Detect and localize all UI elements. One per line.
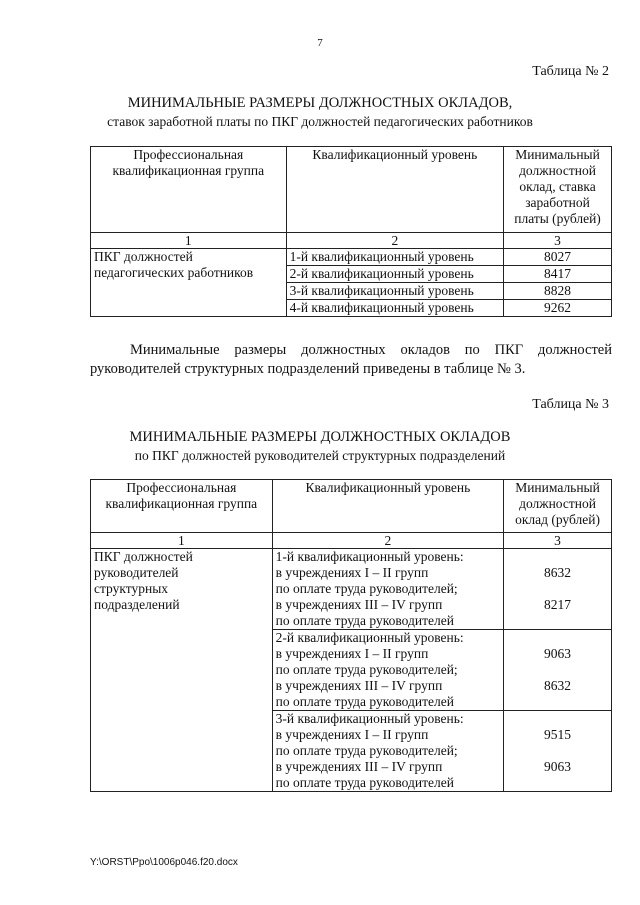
level-line: по оплате труда руководителей xyxy=(275,613,454,628)
value-group-1-2: 9515 xyxy=(544,727,572,742)
table3-value-cell xyxy=(504,549,612,630)
table3-level-cell xyxy=(272,549,503,630)
table2-level-cell: 2-й квалификационный уровень xyxy=(286,266,503,283)
table2-number-row xyxy=(91,233,612,249)
level-line: 1-й квалификационный уровень: xyxy=(275,549,464,564)
level-line: 2-й квалификационный уровень: xyxy=(275,630,464,645)
table2-header-row xyxy=(91,147,612,233)
table3-colnum-3: 3 xyxy=(504,533,612,549)
table3-group-line: структурных xyxy=(94,581,169,596)
table3-header-level: Квалификационный уровень xyxy=(272,480,503,533)
level-line: в учреждениях III – IV групп xyxy=(275,678,443,693)
table3-group-line: подразделений xyxy=(94,597,180,612)
table2-value-cell: 8027 xyxy=(504,249,612,266)
table3-label: Таблица № 3 xyxy=(532,397,609,412)
value-group-1-2: 9063 xyxy=(544,646,572,661)
table2-label: Таблица № 2 xyxy=(532,64,609,79)
level-line: в учреждениях I – II групп xyxy=(275,646,429,661)
table3-value-cell xyxy=(504,630,612,711)
level-line: в учреждениях I – II групп xyxy=(275,565,429,580)
table2-header-group: Профессиональная квалификационная группа xyxy=(91,147,287,233)
table3-group-line: руководителей xyxy=(94,565,179,580)
value-group-3-4: 9063 xyxy=(544,759,572,774)
level-line: по оплате труда руководителей; xyxy=(275,581,458,596)
table3-group-line: ПКГ должностей xyxy=(94,549,193,564)
level-line: по оплате труда руководителей; xyxy=(275,662,458,677)
level-line: по оплате труда руководителей xyxy=(275,694,454,709)
table2-subtitle: ставок заработной платы по ПКГ должностей педагогических работников xyxy=(107,114,533,129)
table2-level-cell: 4-й квалификационный уровень xyxy=(286,300,503,317)
table3-header-row xyxy=(91,480,612,533)
level-line: в учреждениях III – IV групп xyxy=(275,759,443,774)
table3-title: МИНИМАЛЬНЫЕ РАЗМЕРЫ ДОЛЖНОСТНЫХ ОКЛАДОВ xyxy=(129,429,511,445)
value-group-3-4: 8632 xyxy=(544,678,572,693)
table3-value-cell xyxy=(504,711,612,792)
body-paragraph: Минимальные размеры должностных окладов по ПКГ должностей руководителей структурных подразделений приведены в таблице № 3. xyxy=(90,342,612,377)
file-path-footer: Y:\ORST\Ppo\1006p046.f20.docx xyxy=(90,857,238,868)
table2 xyxy=(90,146,612,317)
table2-value-cell: 8828 xyxy=(504,283,612,300)
table-row xyxy=(91,249,612,266)
page-number: 7 xyxy=(317,37,323,49)
level-line: 3-й квалификационный уровень: xyxy=(275,711,464,726)
table2-colnum-1: 1 xyxy=(91,233,287,249)
level-line: по оплате труда руководителей; xyxy=(275,743,458,758)
value-group-1-2: 8632 xyxy=(544,565,572,580)
table3-number-row xyxy=(91,533,612,549)
table3-colnum-2: 2 xyxy=(272,533,503,549)
table2-group-cell: ПКГ должностей педагогических работников xyxy=(91,249,287,317)
table3-subtitle: по ПКГ должностей руководителей структурных подразделений xyxy=(134,448,506,463)
table2-header-salary: Минимальный должностной оклад, ставка заработной платы (рублей) xyxy=(504,147,612,233)
table2-level-cell: 3-й квалификационный уровень xyxy=(286,283,503,300)
table-row xyxy=(91,549,612,630)
level-line: по оплате труда руководителей xyxy=(275,775,454,790)
table3-header-group: Профессиональная квалификационная группа xyxy=(91,480,273,533)
table3-colnum-1: 1 xyxy=(91,533,273,549)
table2-colnum-2: 2 xyxy=(286,233,503,249)
table2-colnum-3: 3 xyxy=(504,233,612,249)
table2-value-cell: 8417 xyxy=(504,266,612,283)
table2-value-cell: 9262 xyxy=(504,300,612,317)
table3-header-salary: Минимальный должностной оклад (рублей) xyxy=(504,480,612,533)
value-group-3-4: 8217 xyxy=(544,597,572,612)
table3 xyxy=(90,479,612,792)
table3-level-cell xyxy=(272,711,503,792)
table3-level-cell xyxy=(272,630,503,711)
level-line: в учреждениях I – II групп xyxy=(275,727,429,742)
table2-header-level: Квалификационный уровень xyxy=(286,147,503,233)
table2-level-cell: 1-й квалификационный уровень xyxy=(286,249,503,266)
table3-group-cell xyxy=(91,549,273,792)
level-line: в учреждениях III – IV групп xyxy=(275,597,443,612)
table2-title: МИНИМАЛЬНЫЕ РАЗМЕРЫ ДОЛЖНОСТНЫХ ОКЛАДОВ, xyxy=(127,95,513,111)
